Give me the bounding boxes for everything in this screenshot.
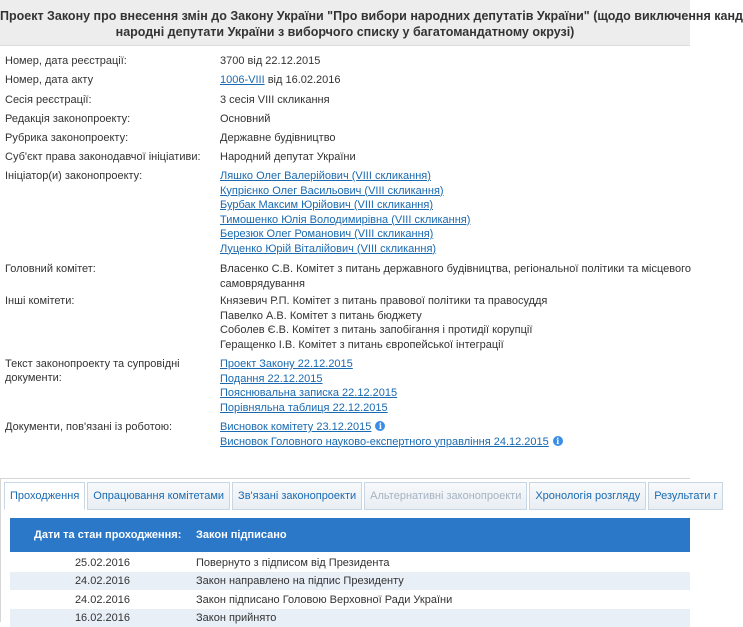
initiator-link[interactable]: Березюк Олег Романович (VIII скликання) xyxy=(220,228,434,240)
row-status: Закон направлено на підпис Президенту xyxy=(196,575,404,587)
tab-chronology[interactable]: Хронологія розгляду xyxy=(529,482,646,510)
act-number-date: від 16.02.2016 xyxy=(264,74,341,86)
tab-linked-bills[interactable]: Зв'язані законопроекти xyxy=(232,482,362,510)
tab-committees[interactable]: Опрацювання комітетами xyxy=(87,482,230,510)
tab-bar xyxy=(4,482,725,510)
col-date-header: Дати та стан проходження: xyxy=(34,529,182,541)
document-link[interactable]: Порівняльна таблиця 22.12.2015 xyxy=(220,401,388,414)
texts-label-line-2: документи: xyxy=(5,372,62,384)
initiator-link[interactable]: Бурбак Максим Юрійович (VIII скликання) xyxy=(220,199,433,211)
tab-passage[interactable]: Проходження xyxy=(4,482,85,510)
initiators-label: Ініціатор(и) законопроекту: xyxy=(5,170,143,182)
document-link[interactable]: Проект Закону 22.12.2015 xyxy=(220,358,353,370)
info-icon[interactable]: i xyxy=(553,436,563,446)
row-date: 24.02.2016 xyxy=(74,575,130,587)
act-number-label: Номер, дата акту xyxy=(5,74,94,86)
reg-number-value: 3700 від 22.12.2015 xyxy=(220,55,321,67)
row-date: 25.02.2016 xyxy=(74,557,130,569)
initiator-link[interactable]: Ляшко Олег Валерійович (VIII скликання) xyxy=(220,170,431,182)
main-committee-line-1: Власенко С.В. Комітет з питань державного будівництва, регіональної політики та місцевого xyxy=(220,263,691,275)
document-link[interactable]: Пояснювальна записка 22.12.2015 xyxy=(220,387,398,399)
act-number-value xyxy=(220,73,685,88)
initiator-link[interactable]: Тимошенко Юлія Володимирівна (VIII скликання) xyxy=(220,213,471,226)
other-committees-list xyxy=(220,294,685,352)
table-row xyxy=(10,609,690,627)
rubric-label: Рубрика законопроекту: xyxy=(5,132,129,144)
subject-value: Народний депутат України xyxy=(220,151,356,163)
other-committee-item: Геращенко І.В. Комітет з питань європейської інтеграції xyxy=(220,338,504,351)
status-table-header xyxy=(10,518,690,552)
texts-label xyxy=(5,357,210,385)
texts-list xyxy=(220,357,685,415)
session-label: Сесія реєстрації: xyxy=(5,94,92,106)
row-status: Повернуто з підписом від Президента xyxy=(196,557,390,569)
row-status: Закон підписано Головою Верховної Ради України xyxy=(196,594,453,606)
related-list xyxy=(220,420,685,449)
col-status-header: Закон підписано xyxy=(196,529,287,541)
edition-label: Редакція законопроекту: xyxy=(5,113,131,125)
table-row xyxy=(10,591,690,609)
tab-results[interactable]: Результати г xyxy=(648,482,723,510)
main-committee-line-2: самоврядування xyxy=(220,277,305,290)
other-committees-label: Інші комітети: xyxy=(5,295,75,307)
other-committee-item: Князевич Р.П. Комітет з питань правової політики та правосуддя xyxy=(220,295,548,307)
row-status: Закон прийнято xyxy=(196,612,277,624)
page-title xyxy=(0,0,743,46)
initiator-link[interactable]: Купрієнко Олег Васильович (VIII скликання) xyxy=(220,184,444,197)
main-committee-value xyxy=(220,262,691,291)
info-icon[interactable]: i xyxy=(375,421,385,431)
row-date: 16.02.2016 xyxy=(74,612,130,624)
table-row xyxy=(10,572,690,590)
tab-alternative-bills[interactable]: Альтернативні законопроекти xyxy=(364,482,527,510)
rubric-value: Державне будівництво xyxy=(220,132,336,144)
document-link[interactable]: Подання 22.12.2015 xyxy=(220,372,323,385)
page-title-line-2: народні депутати України з виборчого списку у багатомандатному окрузі) xyxy=(115,25,575,39)
row-date: 24.02.2016 xyxy=(74,594,130,606)
texts-label-line-1: Текст законопроекту та супровідні xyxy=(5,358,180,370)
initiator-link[interactable]: Луценко Юрій Віталійович (VIII скликання) xyxy=(220,242,437,255)
other-committee-item: Соболев Є.В. Комітет з питань запобігання і протидії корупції xyxy=(220,324,533,336)
subject-label: Суб'єкт права законодавчої ініціативи: xyxy=(5,151,201,163)
page-title-line-1: Проект Закону про внесення змін до Закону України "Про вибори народних депутатів України" (щодо виключення канд xyxy=(0,9,743,23)
reg-number-label: Номер, дата реєстрації: xyxy=(5,55,127,67)
related-label: Документи, пов'язані із роботою: xyxy=(5,421,173,433)
session-value: 3 сесія VIII скликання xyxy=(220,94,330,106)
related-link[interactable]: Висновок комітету 23.12.2015 xyxy=(220,421,372,433)
act-number-link[interactable]: 1006-VIII xyxy=(220,74,265,86)
initiators-list xyxy=(220,169,685,256)
other-committee-item: Павелко А.В. Комітет з питань бюджету xyxy=(220,309,422,322)
edition-value: Основний xyxy=(220,113,271,125)
related-link[interactable]: Висновок Головного науково-експертного управління 24.12.2015 xyxy=(220,435,549,448)
table-row xyxy=(10,554,690,572)
main-committee-label: Головний комітет: xyxy=(5,263,96,275)
